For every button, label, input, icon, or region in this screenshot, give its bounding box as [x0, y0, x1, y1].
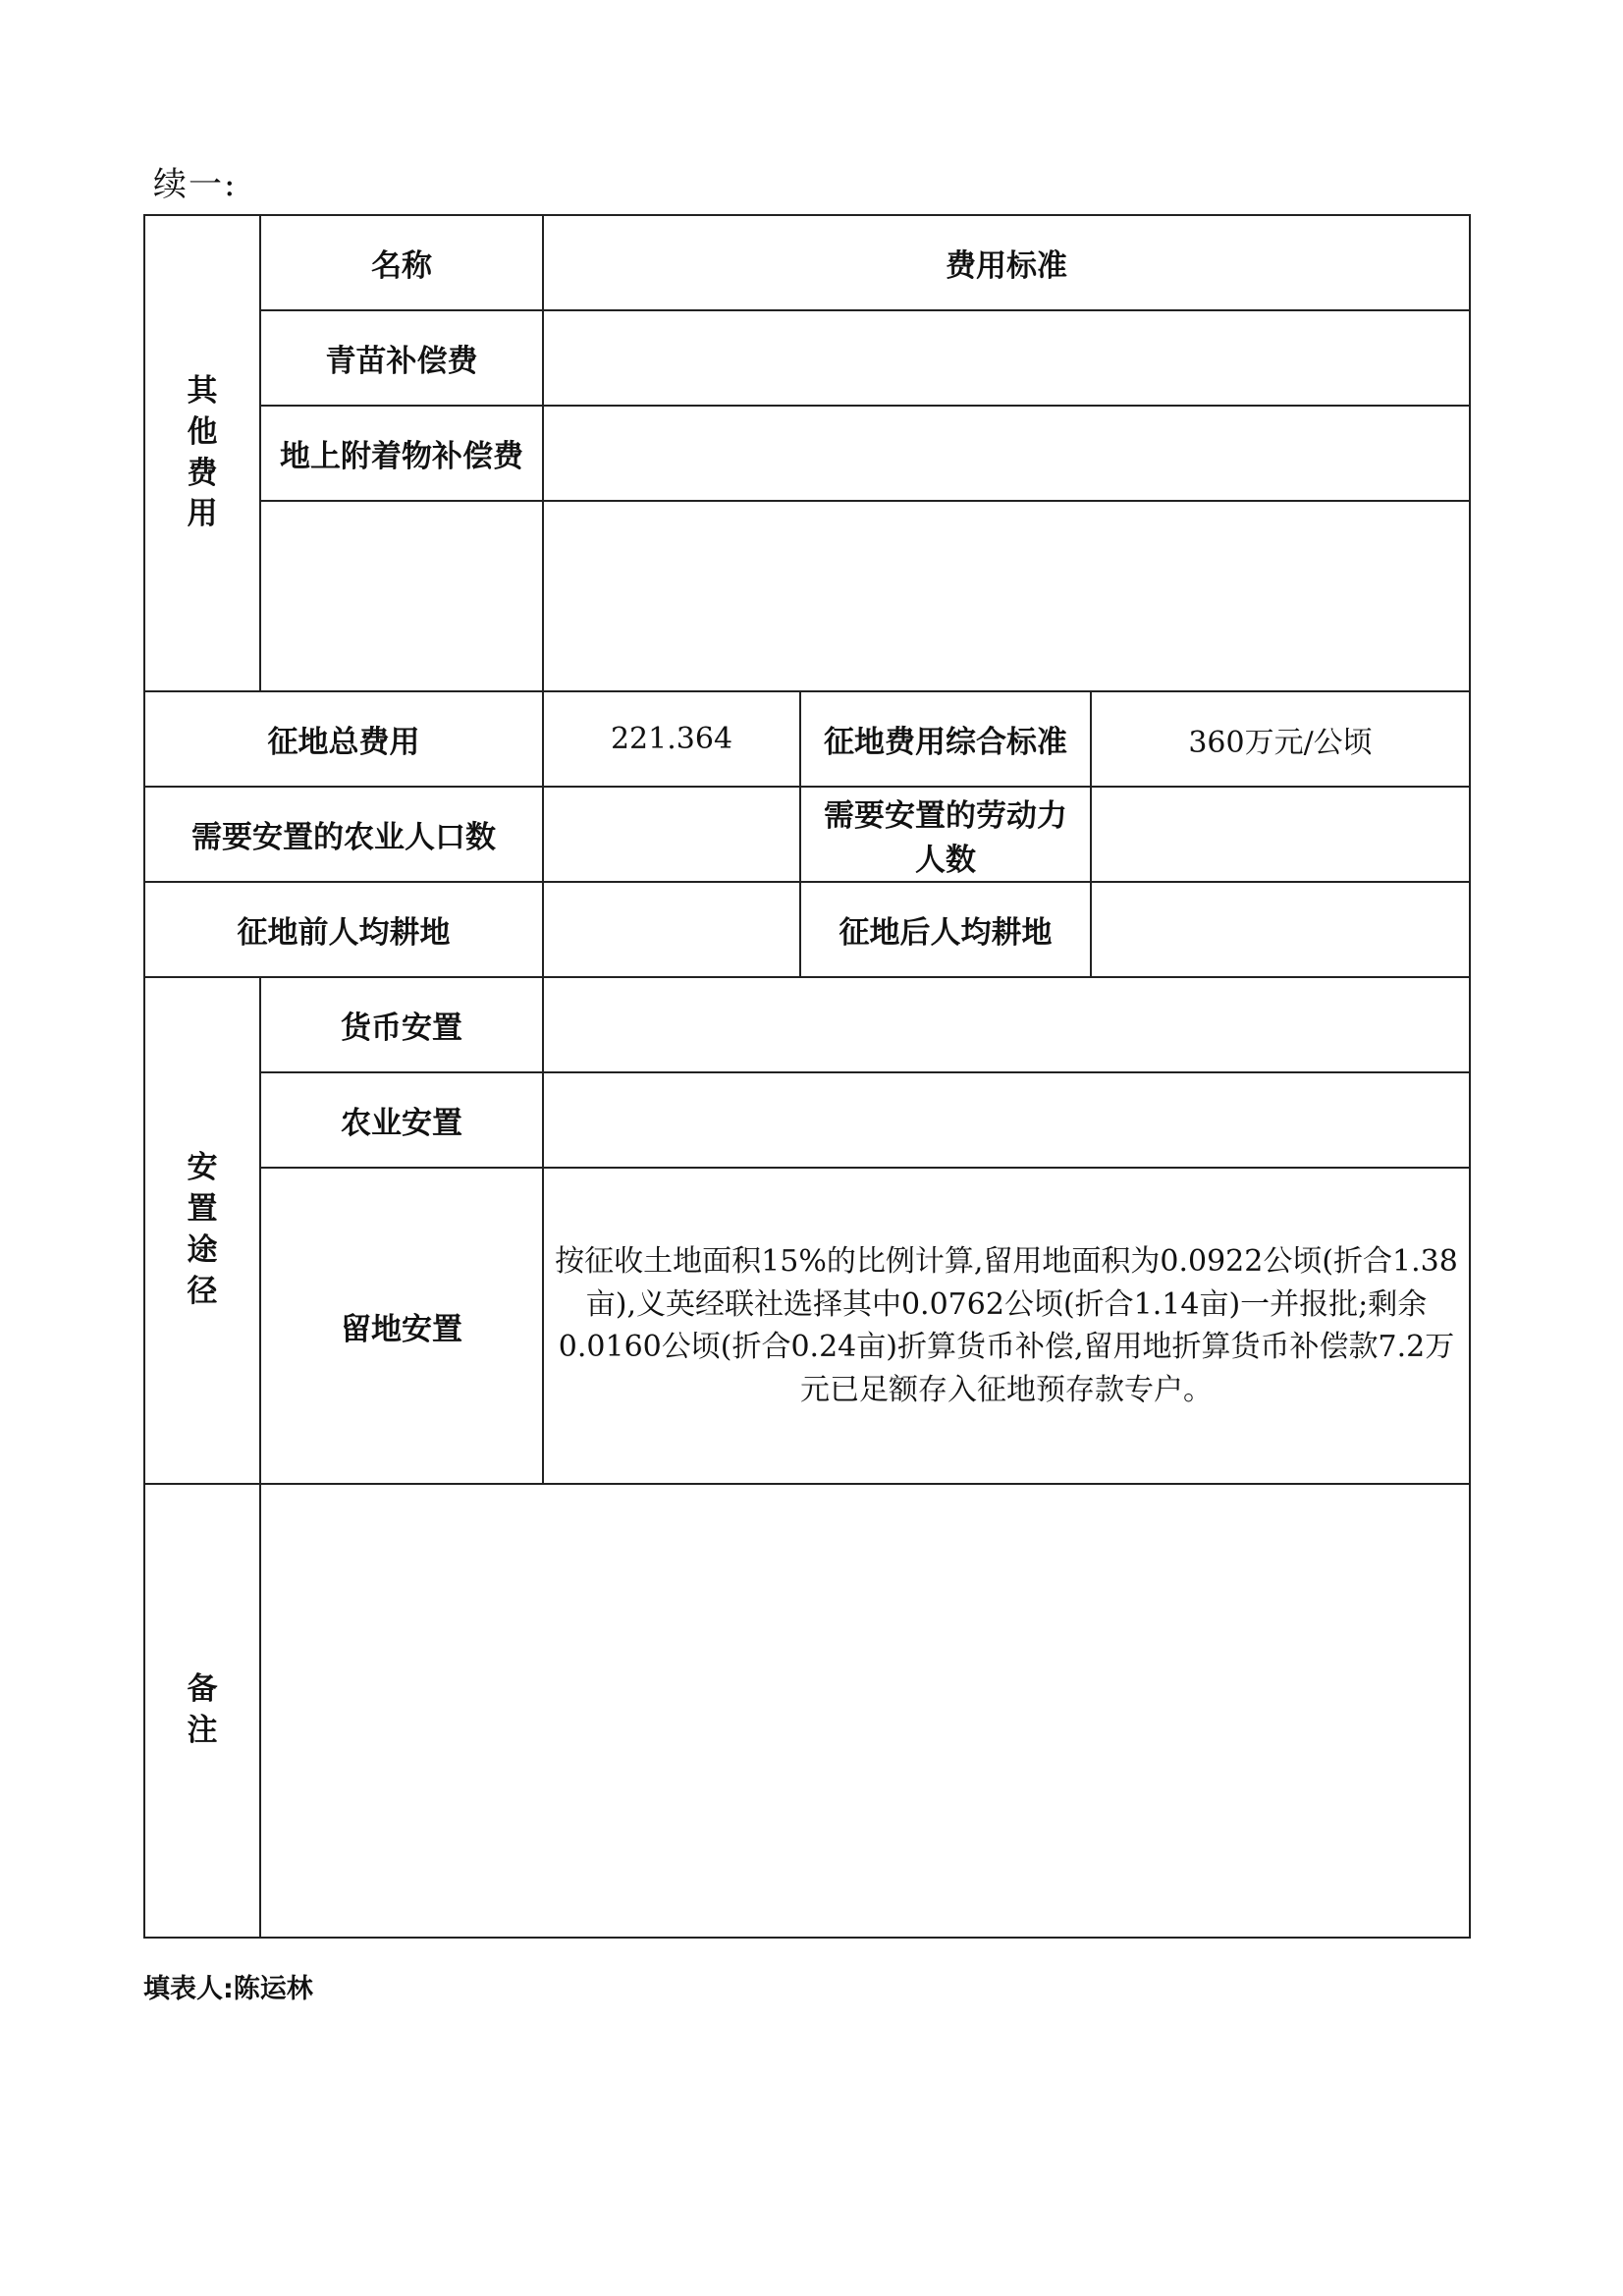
col-name-header: 名称 — [260, 215, 543, 310]
other-fee-name: 地上附着物补偿费 — [260, 406, 543, 501]
other-fee-standard — [543, 310, 1470, 406]
other-fee-standard — [543, 406, 1470, 501]
resettlement-row — [144, 1072, 1470, 1168]
other-fees-section-label: 其他费用 — [144, 215, 260, 691]
labor-force-label: 需要安置的劳动力人数 — [800, 787, 1091, 882]
other-fee-standard — [543, 501, 1470, 691]
resettlement-content: 按征收土地面积15%的比例计算,留用地面积为0.0922公顷(折合1.38亩),义英经联社选择其中0.0762公顷(折合1.14亩)一并报批;剩余0.0160公顷(折合0.24亩)折算货币补偿,留用地折算货币补偿款7.2万元已足额存入征地预存款专户。 — [543, 1168, 1470, 1484]
farmland-before-value — [543, 882, 800, 977]
continuation-label: 续一: — [153, 165, 238, 204]
farmland-row — [144, 882, 1470, 977]
resettlement-content — [543, 1072, 1470, 1168]
remarks-row — [144, 1484, 1470, 1938]
labor-force-value — [1091, 787, 1470, 882]
resettlement-content — [543, 977, 1470, 1072]
other-fees-row — [144, 406, 1470, 501]
other-fees-row — [144, 310, 1470, 406]
other-fees-header-row — [144, 215, 1470, 310]
total-cost-value: 221.364 — [543, 691, 800, 787]
farmland-before-label: 征地前人均耕地 — [144, 882, 543, 977]
population-row — [144, 787, 1470, 882]
remarks-label: 备注 — [144, 1484, 260, 1938]
totals-row — [144, 691, 1470, 787]
agri-population-value — [543, 787, 800, 882]
resettlement-row — [144, 1168, 1470, 1484]
farmland-after-label: 征地后人均耕地 — [800, 882, 1091, 977]
form-filler: 填表人:陈运林 — [143, 1974, 313, 2004]
other-fee-name: 青苗补偿费 — [260, 310, 543, 406]
agri-population-label: 需要安置的农业人口数 — [144, 787, 543, 882]
other-fee-name — [260, 501, 543, 691]
resettlement-section-label: 安置途径 — [144, 977, 260, 1484]
composite-standard-value: 360万元/公顷 — [1091, 691, 1470, 787]
total-cost-label: 征地总费用 — [144, 691, 543, 787]
resettlement-name: 货币安置 — [260, 977, 543, 1072]
resettlement-row — [144, 977, 1470, 1072]
farmland-after-value — [1091, 882, 1470, 977]
composite-standard-label: 征地费用综合标准 — [800, 691, 1091, 787]
resettlement-name: 留地安置 — [260, 1168, 543, 1484]
col-standard-header: 费用标准 — [543, 215, 1470, 310]
other-fees-row — [144, 501, 1470, 691]
land-acquisition-form-table — [143, 214, 1471, 1939]
resettlement-name: 农业安置 — [260, 1072, 543, 1168]
remarks-content — [260, 1484, 1470, 1938]
